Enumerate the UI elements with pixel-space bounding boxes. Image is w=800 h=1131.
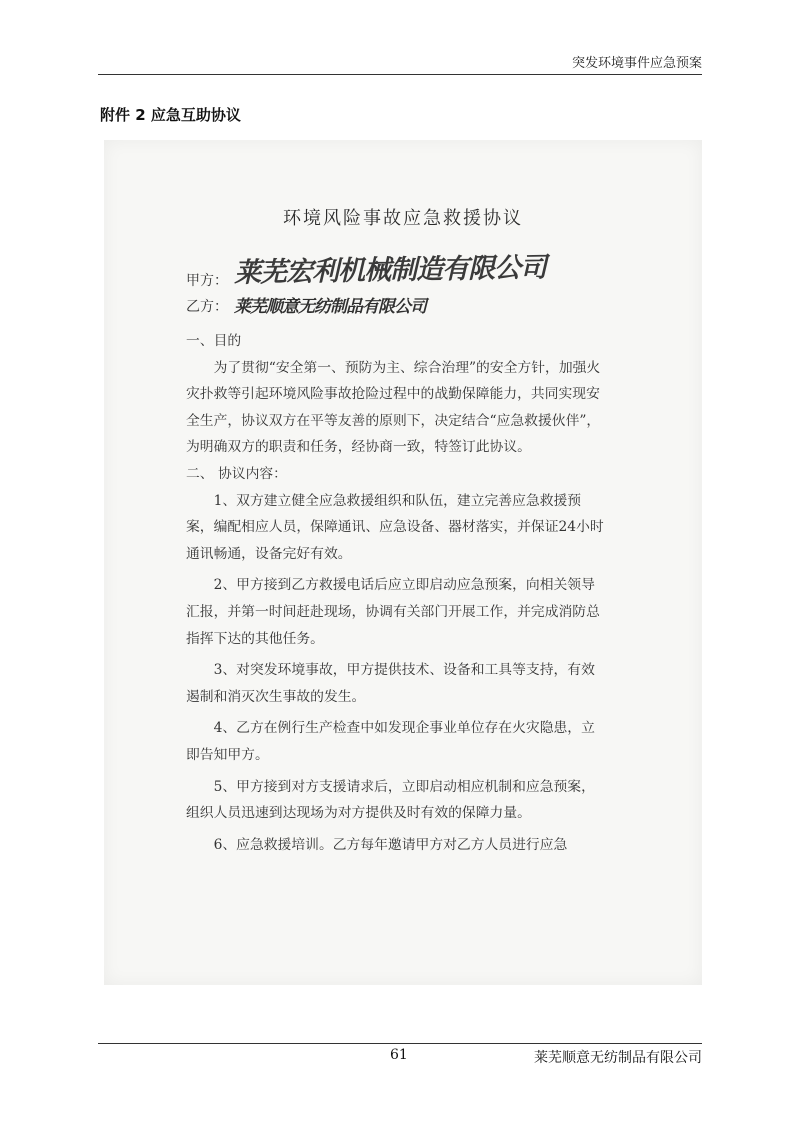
- party-b-label: 乙方：: [186, 299, 228, 315]
- attachment-title: 附件 2 应急互助协议: [100, 106, 241, 124]
- party-a-label: 甲方：: [186, 273, 228, 289]
- party-b-signature: 莱芜顺意无纺制品有限公司: [234, 297, 426, 317]
- scanned-agreement: [104, 140, 702, 985]
- page-header-title: 突发环境事件应急预案: [571, 56, 702, 71]
- clause-paragraph: 4、乙方在例行生产检查中如发现企事业单位存在火灾隐患，立即告知甲方。: [186, 720, 595, 763]
- footer-company: 莱芜顺意无纺制品有限公司: [534, 1050, 702, 1066]
- footer-rule: [98, 1043, 702, 1044]
- section-heading-purpose: 一、目的: [186, 333, 242, 349]
- clause-paragraph: 1、双方建立健全应急救援组织和队伍，建立完善应急救援预案，编配相应人员，保障通讯、应急设备、器材落实，并保证24小时通讯畅通，设备完好有效。: [186, 492, 604, 562]
- clause-paragraph: 3、对突发环境事故，甲方提供技术、设备和工具等支持，有效遏制和消灭次生事故的发生。: [186, 662, 595, 705]
- agreement-body: [186, 328, 606, 858]
- party-a-signature: 莱芜宏利机械制造有限公司: [233, 252, 547, 289]
- clause-paragraph: 6、应急救援培训。乙方每年邀请甲方对乙方人员进行应急: [213, 836, 568, 853]
- clause-paragraph: 5、甲方接到对方支援请求后，立即启动相应机制和应急预案，组织人员迅速到达现场为对方提供及时有效的保障力量。: [186, 778, 595, 822]
- agreement-title: 环境风险事故应急救援协议: [283, 208, 523, 229]
- page-number: 61: [390, 1047, 408, 1063]
- clause-paragraph: 2、甲方接到乙方救援电话后应立即启动应急预案，向相关领导汇报，并第一时间赶赴现场，协调有关部门开展工作，并完成消防总指挥下达的其他任务。: [186, 577, 600, 647]
- purpose-paragraph: 为了贯彻“安全第一、预防为主、综合治理”的安全方针，加强火灾扑救等引起环境风险事故抢险过程中的战勤保障能力，共同实现安全生产，协议双方在平等友善的原则下，决定结合“应急救援伙伴”，为明确双方的职责和任务，经协商一致，特签订此协议。: [186, 359, 601, 456]
- section-heading-content: 二、 协议内容：: [186, 465, 287, 482]
- header-rule: [98, 74, 702, 75]
